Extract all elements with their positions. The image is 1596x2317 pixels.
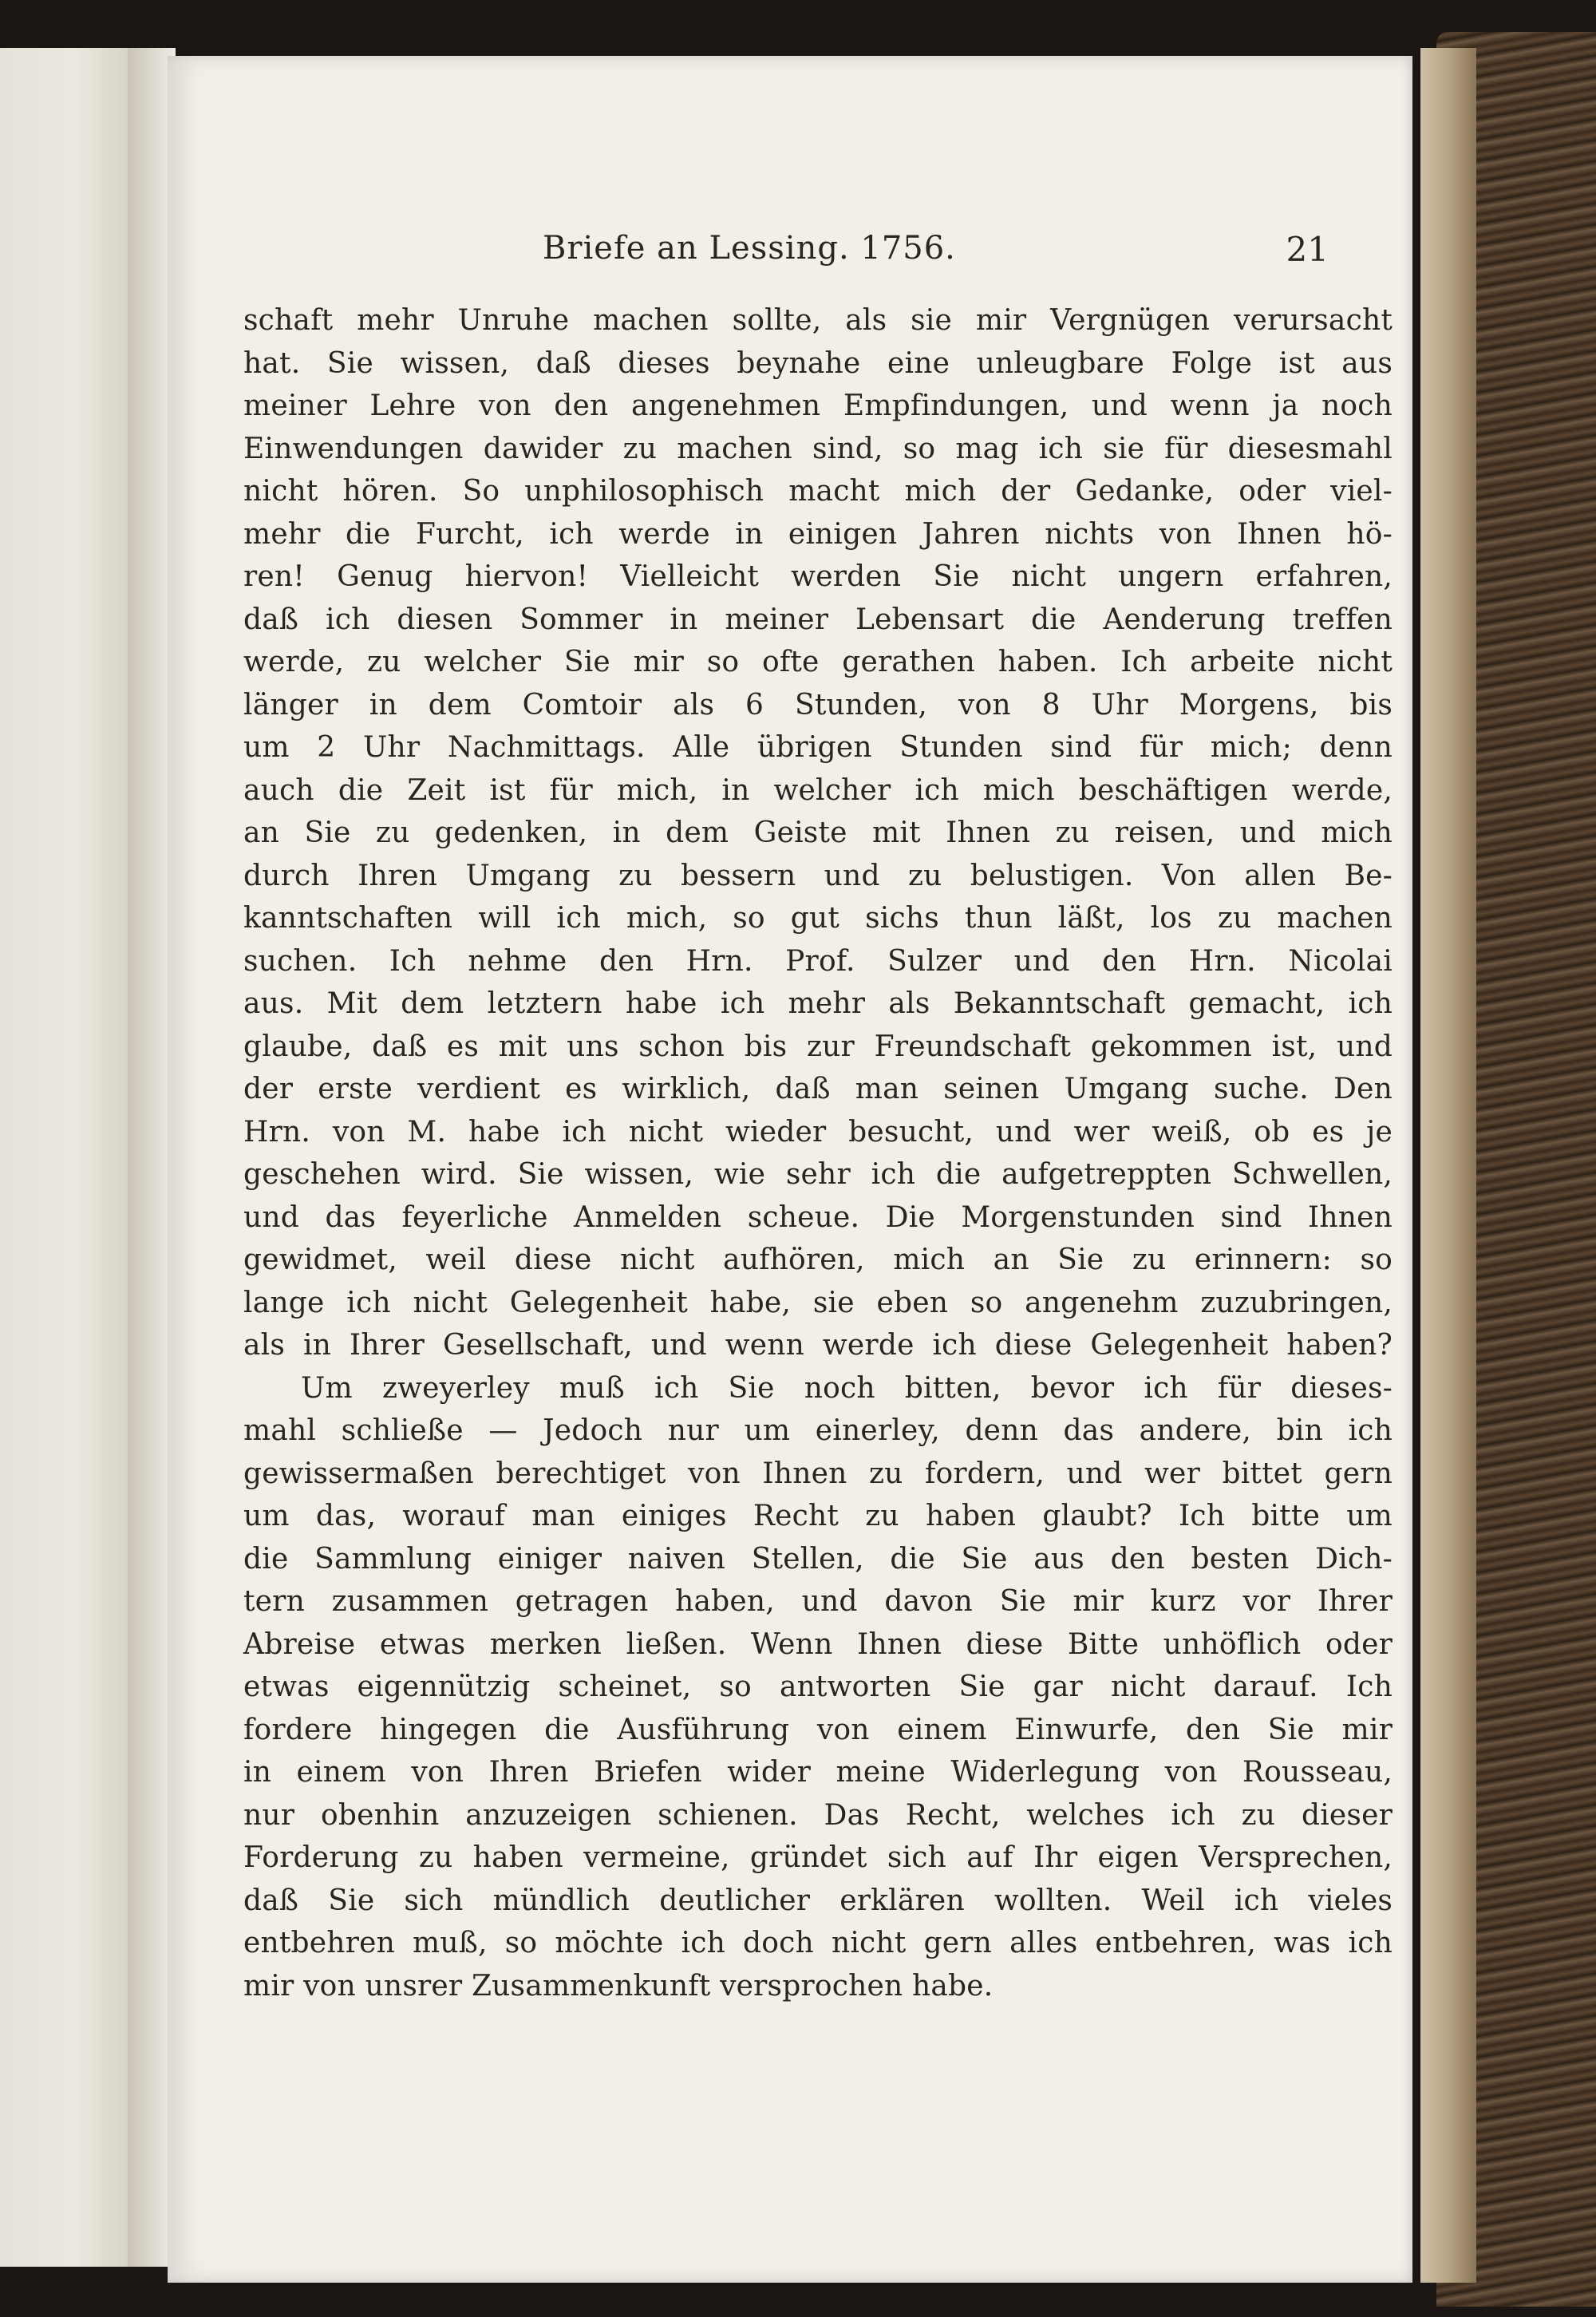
text-line: schaft mehr Unruhe machen sollte, als sie mir Vergnügen verursacht [243,304,1393,337]
text-line: Forderung zu haben vermeine, gründet sich auf Ihr eigen Versprechen, [243,1841,1393,1874]
text-line: Um zweyerley muß ich Sie noch bitten, bevor ich für dieses- [301,1371,1393,1405]
text-line: der erste verdient es wirklich, daß man seinen Umgang suche. Den [243,1073,1393,1105]
page-block-edge [1420,48,1476,2283]
text-line: um das, worauf man einiges Recht zu haben glaubt? Ich bitte um [243,1500,1393,1532]
text-line: als in Ihrer Gesellschaft, und wenn werde ich diese Gelegenheit haben? [243,1329,1393,1362]
text-line: länger in dem Comtoir als 6 Stunden, von 8 Uhr Morgens, bis [243,688,1393,722]
text-line: glaube, daß es mit uns schon bis zur Freundschaft gekommen ist, und [243,1030,1393,1063]
text-line: Abreise etwas merken ließen. Wenn Ihnen diese Bitte unhöflich oder [243,1627,1393,1661]
text-line: geschehen wird. Sie wissen, wie sehr ich die aufgetreppten Schwellen, [243,1158,1393,1191]
text-line: auch die Zeit ist für mich, in welcher ich mich beschäftigen werde, [243,773,1393,807]
text-line: tern zusammen getragen haben, und davon Sie mir kurz vor Ihrer [243,1585,1393,1618]
text-line: durch Ihren Umgang zu bessern und zu belustigen. Von allen Be- [243,859,1393,892]
text-line: fordere hingegen die Ausführung von einem Einwurfe, den Sie mir [243,1713,1393,1746]
text-line: die Sammlung einiger naiven Stellen, die Sie aus den besten Dich- [243,1542,1393,1576]
previous-page-edge [0,48,130,2267]
text-line: lange ich nicht Gelegenheit habe, sie eben so angenehm zuzubringen, [243,1286,1393,1319]
text-line: nur obenhin anzuzeigen schienen. Das Recht, welches ich zu dieser [243,1798,1393,1832]
running-head: Briefe an Lessing. 1756. [543,230,956,267]
text-line: nicht hören. So unphilosophisch macht mich der Gedanke, oder viel- [243,475,1393,508]
text-line: etwas eigennützig scheinet, so antworten Sie gar nicht darauf. Ich [243,1671,1393,1703]
text-line: suchen. Ich nehme den Hrn. Prof. Sulzer und den Hrn. Nicolai [243,944,1393,978]
text-line: und das feyerliche Anmelden scheue. Die Morgenstunden sind Ihnen [243,1200,1393,1234]
page-number: 21 [1286,230,1329,269]
text-line: aus. Mit dem letztern habe ich mehr als Bekanntschaft gemacht, ich [243,987,1393,1020]
text-line: mir von unsrer Zusammenkunft versprochen habe. [243,1969,994,2003]
text-line: werde, zu welcher Sie mir so ofte gerathen haben. Ich arbeite nicht [243,646,1393,678]
text-line: hat. Sie wissen, daß dieses beynahe eine unleugbare Folge ist aus [243,346,1393,380]
text-line: in einem von Ihren Briefen wider meine Widerlegung von Rousseau, [243,1756,1393,1789]
text-line: daß Sie sich mündlich deutlicher erklären wollten. Weil ich vieles [243,1884,1393,1917]
text-line: gewidmet, weil diese nicht aufhören, mich an Sie zu erinnern: so [243,1244,1393,1276]
page-header [168,230,1412,278]
text-line: gewissermaßen berechtiget von Ihnen zu fordern, und wer bittet gern [243,1457,1393,1490]
text-line: entbehren muß, so möchte ich doch nicht gern alles entbehren, was ich [243,1927,1393,1959]
text-line: daß ich diesen Sommer in meiner Lebensart die Aenderung treffen [243,603,1393,636]
text-line: mehr die Furcht, ich werde in einigen Jahren nichts von Ihnen hö- [243,517,1393,551]
text-line: meiner Lehre von den angenehmen Empfindungen, und wenn ja noch [243,389,1393,422]
text-line: um 2 Uhr Nachmittags. Alle übrigen Stunden sind für mich; denn [243,731,1393,764]
text-line: Einwendungen dawider zu machen sind, so mag ich sie für diesesmahl [243,432,1393,465]
text-line: ren! Genug hiervon! Vielleicht werden Sie nicht ungern erfahren, [243,560,1393,593]
text-line: an Sie zu gedenken, in dem Geiste mit Ihnen zu reisen, und mich [243,816,1393,849]
body-text [243,299,1393,2007]
book-page [168,56,1412,2283]
text-line: Hrn. von M. habe ich nicht wieder besucht, und wer weiß, ob es je [243,1115,1393,1149]
text-line: mahl schließe — Jedoch nur um einerley, denn das andere, bin ich [243,1414,1393,1447]
text-line: kanntschaften will ich mich, so gut sichs thun läßt, los zu machen [243,902,1393,935]
